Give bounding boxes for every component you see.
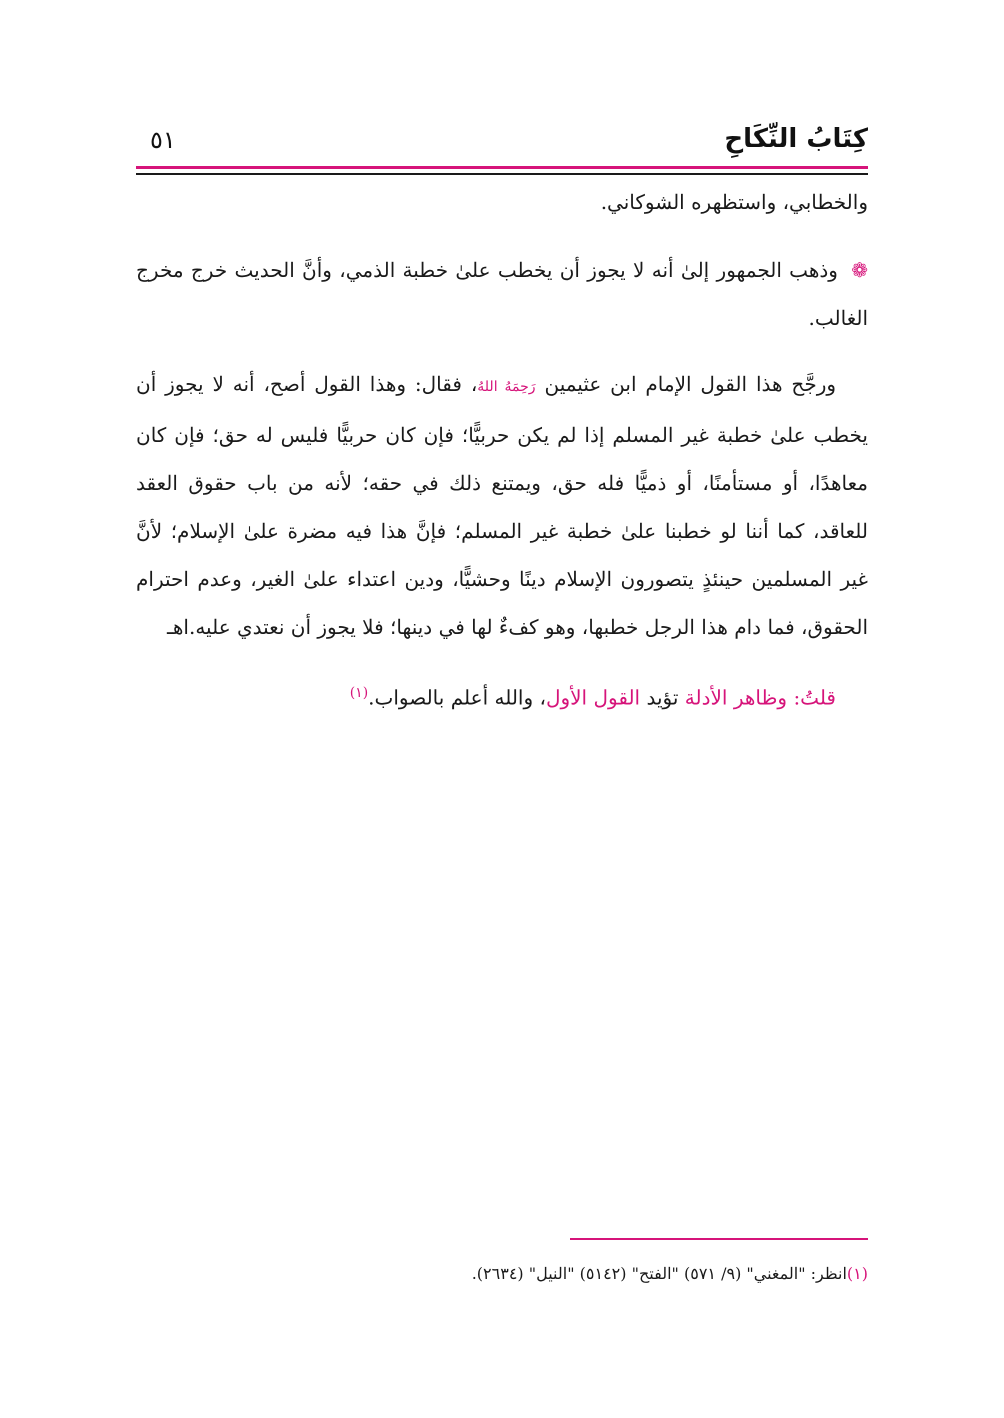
footnote-reference[interactable]: (١)	[349, 685, 369, 701]
footnote-text: انظر: "المغني" (٩/ ٥٧١) "الفتح" (٥١٤٢) "النيل" (٢٦٣٤).	[471, 1264, 847, 1283]
footnote	[136, 1262, 868, 1286]
flower-ornament-icon: ❁	[851, 258, 869, 282]
paragraph-2-text: وذهب الجمهور إلىٰ أنه لا يجوز أن يخطب علىٰ خطبة الذمي، وأنَّ الحديث خرج مخرج الغالب.	[136, 258, 868, 330]
header-rule-accent	[136, 166, 868, 169]
qultu-label: قلتُ:	[793, 685, 836, 710]
paragraph-3-after: ، فقال: وهذا القول أصح، أنه لا يجوز أن يخطب علىٰ خطبة غير المسلم إذا لم يكن حربيًّا؛ فإن كان حربيًّا فليس له حق؛ فإن كان معاهدًا، أو مستأمنًا، أو ذميًّا فله حق، ويمتنع ذلك في حقه؛ لأنه من باب حقوق العقد للعاقد، كما أننا لو خطبنا علىٰ خطبة غير المسلم؛ فإنَّ هذا فيه مضرة علىٰ الإسلام؛ لأنَّ غير المسلمين حينئذٍ يتصورون الإسلام دينًا وحشيًّا، ودين اعتداء علىٰ الغير، وعدم احترام الحقوق، فما دام هذا الرجل خطبها، وهو كفءٌ لها في دينها؛ فلا يجوز أن نعتدي عليه.اهـ	[136, 372, 868, 639]
highlight-phrase-1: وظاهر الأدلة	[684, 685, 788, 710]
page-header	[136, 118, 868, 162]
paragraph-4	[136, 669, 868, 722]
footnote-separator	[570, 1238, 868, 1240]
highlight-phrase-2: القول الأول	[545, 685, 641, 710]
paragraph-4-mid: تؤيد	[646, 685, 679, 710]
main-text	[136, 178, 868, 740]
paragraph-4-end: ، والله أعلم بالصواب.	[368, 685, 546, 710]
chapter-title: كِتَابُ النِّكَاحِ	[724, 124, 868, 154]
paragraph-2	[136, 246, 868, 342]
paragraph-1: والخطابي، واستظهره الشوكاني.	[600, 190, 868, 214]
header-rule-dark	[136, 173, 868, 175]
honorific-glyph: رَحِمَهُ اللهُ	[477, 379, 536, 395]
footnote-number: (١)	[846, 1264, 868, 1283]
paragraph-3	[136, 360, 868, 651]
paragraph-3-before: ورجَّح هذا القول الإمام ابن عثيمين	[544, 372, 837, 396]
page-number: ٥١	[150, 126, 176, 154]
